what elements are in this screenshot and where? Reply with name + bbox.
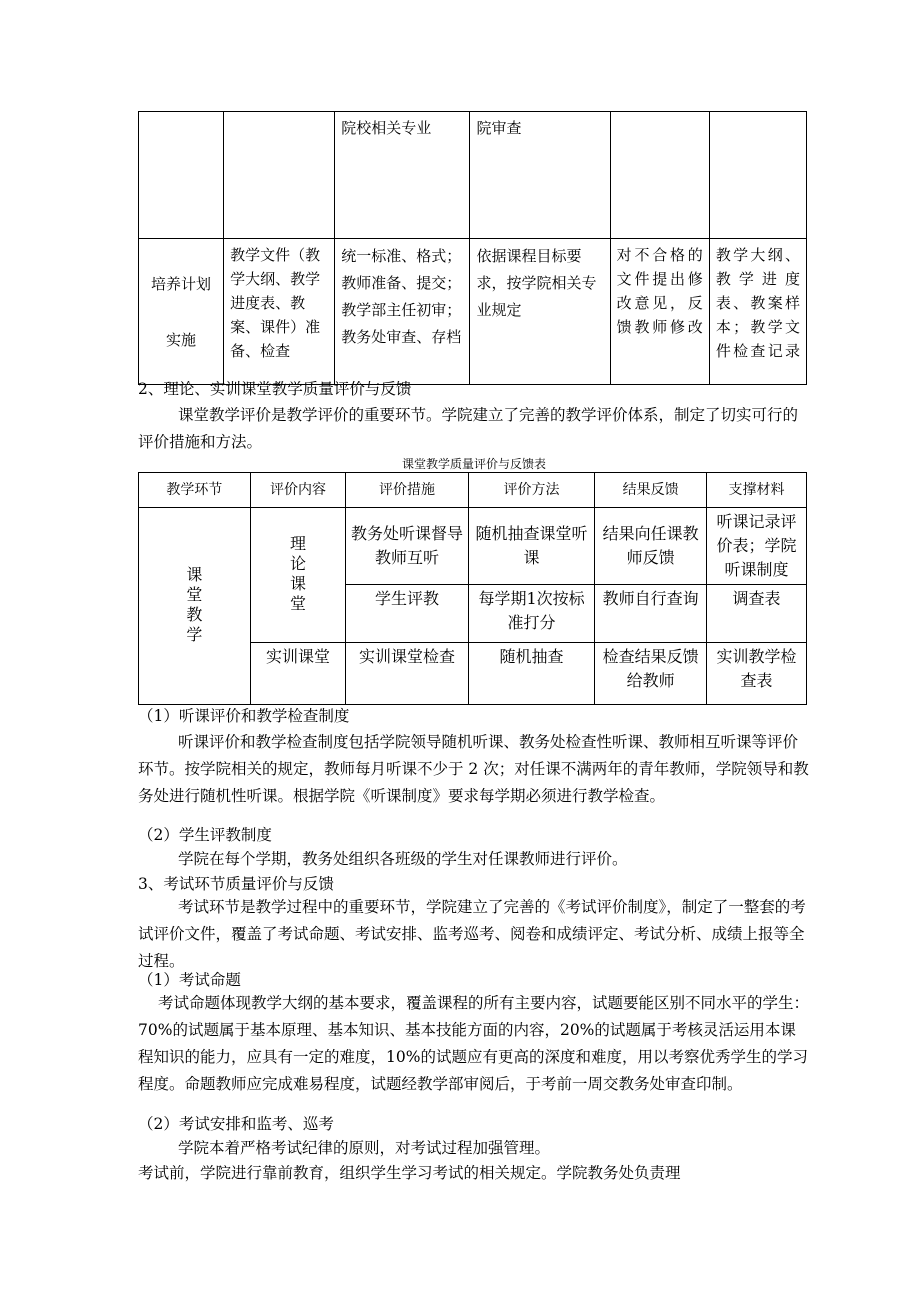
table-cell: 每学期1次按标准打分 xyxy=(468,585,594,643)
table-cell: 教学文件（教学大纲、教学进度表、教案、课件）准备、检查 xyxy=(224,239,335,385)
subsection-heading: （1）听课评价和教学检查制度 xyxy=(138,707,350,725)
table-cell: 听课记录评价表；学院听课制度 xyxy=(706,508,806,585)
table-cell xyxy=(139,239,224,385)
table-cell: 结果向任课教师反馈 xyxy=(595,508,707,585)
table-cell: 实训课堂检查 xyxy=(346,643,469,705)
table-cell: 学生评教 xyxy=(346,585,469,643)
table-cell: 随机抽查课堂听课 xyxy=(468,508,594,585)
column-header: 教学环节 xyxy=(139,473,251,508)
training-plan-table xyxy=(138,111,807,385)
cell-line: 教师准备、提交； xyxy=(341,274,462,292)
table-cell xyxy=(709,112,806,239)
paragraph: 学院在每个学期，教务处组织各班级的学生对任课教师进行评价。 xyxy=(178,850,628,868)
table-row xyxy=(139,112,807,239)
cell-line: 教务处审查、存档 xyxy=(341,328,462,346)
group-label-cell xyxy=(139,508,251,705)
group-label: 课堂教学 xyxy=(186,565,203,644)
table-cell xyxy=(610,112,709,239)
section-heading: 3、考试环节质量评价与反馈 xyxy=(138,875,334,893)
sub-label: 理论课堂 xyxy=(289,534,306,613)
classroom-evaluation-table xyxy=(138,472,807,705)
paragraph: 课堂教学评价是教学评价的重要环节。学院建立了完善的教学评价体系，制定了切实可行的评价措施和方法。 xyxy=(138,406,799,451)
table-cell: 随机抽查 xyxy=(468,643,594,705)
cell-line: 教学部主任初审； xyxy=(341,301,462,319)
column-header: 结果反馈 xyxy=(595,473,707,508)
paragraph: 听课评价和教学检查制度包括学院领导随机听课、教务处检查性听课、教师相互听课等评价环节。按学院相关的规定，教师每月听课不少于 2 次；对任课不满两年的青年教师，学院领导和教务处进行随机性听课。根据学院《听课制度》要求每学期必须进行教学检查。 xyxy=(138,733,809,805)
subsection-heading: （2）考试安排和监考、巡考 xyxy=(138,1115,334,1133)
table-cell xyxy=(335,239,470,385)
subsection-heading: （1）考试命题 xyxy=(138,971,241,989)
section-heading: 2、理论、实训课堂教学质量评价与反馈 xyxy=(138,380,412,398)
paragraph: 考试环节是教学过程中的重要环节，学院建立了完善的《考试评价制度》，制定了一整套的考试评价文件，覆盖了考试命题、考试安排、监考巡考、阅卷和成绩评定、考试分析、成绩上报等全过程。 xyxy=(138,898,806,970)
paragraph: 学院本着严格考试纪律的原则，对考试过程加强管理。 xyxy=(178,1139,551,1157)
column-header: 评价内容 xyxy=(250,473,345,508)
table-cell: 院审查 xyxy=(470,112,610,239)
column-header: 支撑材料 xyxy=(706,473,806,508)
cell-line: 统一标准、格式； xyxy=(341,247,462,265)
table-header-row xyxy=(139,473,807,508)
table-cell: 教师自行查询 xyxy=(595,585,707,643)
column-header: 评价方法 xyxy=(468,473,594,508)
cell-line: 实施 xyxy=(166,330,197,349)
sub-label-cell xyxy=(250,508,345,643)
table-cell xyxy=(139,112,224,239)
table-cell: 实训课堂 xyxy=(250,643,345,705)
table-cell: 依据课程目标要求，按学院相关专业规定 xyxy=(470,239,610,385)
cell-line: 培养计划 xyxy=(151,274,212,293)
spacer xyxy=(145,296,217,328)
table-caption: 课堂教学质量评价与反馈表 xyxy=(401,457,546,471)
table-cell: 调查表 xyxy=(706,585,806,643)
table-cell: 教务处听课督导教师互听 xyxy=(346,508,469,585)
table-cell: 教学大纲、教学进度表、教案样本；教学文件检查记录 xyxy=(709,239,806,385)
table-cell: 对不合格的文件提出修改意见，反馈教师修改 xyxy=(610,239,709,385)
table-cell: 实训教学检查表 xyxy=(706,643,806,705)
table-cell xyxy=(224,112,335,239)
subsection-heading: （2）学生评教制度 xyxy=(138,826,272,844)
column-header: 评价措施 xyxy=(346,473,469,508)
paragraph: 考试前，学院进行靠前教育，组织学生学习考试的相关规定。学院教务处负责理 xyxy=(138,1164,681,1182)
table-cell: 院校相关专业 xyxy=(335,112,470,239)
table-row xyxy=(139,239,807,385)
table-cell: 检查结果反馈给教师 xyxy=(595,643,707,705)
paragraph: 考试命题体现教学大纲的基本要求，覆盖课程的所有主要内容，试题要能区别不同水平的学生：70%的试题属于基本原理、基本知识、基本技能方面的内容，20%的试题属于考核灵活运用本课程知识的能力，应具有一定的难度，10%的试题应有更高的深度和难度，用以考察优秀学生的学习程度。命题教师应完成难易程度，试题经教学部审阅后，于考前一周交教务处审查印制。 xyxy=(138,994,810,1093)
table-row xyxy=(139,508,807,585)
